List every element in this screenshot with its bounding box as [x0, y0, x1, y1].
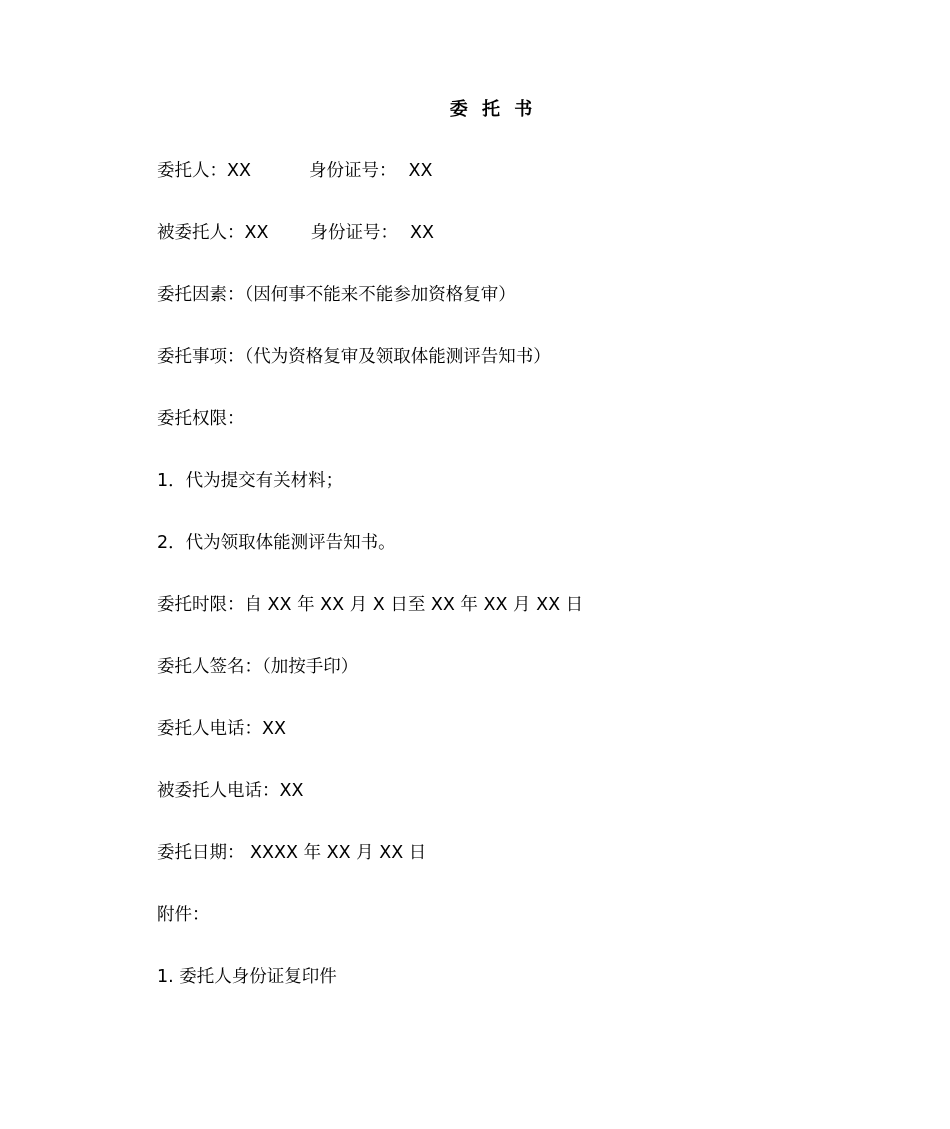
authority-item: 2．代为领取体能测评告知书。	[157, 533, 396, 553]
period-line: 委托时限：自 XX 年 XX 月 X 日至 XX 年 XX 月 XX 日	[157, 595, 584, 615]
document-title: 委 托 书	[449, 99, 537, 120]
authority-heading: 委托权限：	[157, 409, 245, 429]
date-line: 委托日期： XXXX 年 XX 月 XX 日	[157, 843, 427, 863]
principal-label: 委托人：XX	[157, 161, 251, 181]
agent-line	[157, 220, 434, 246]
reason-line: 委托因素：（因何事不能来不能参加资格复审）	[157, 285, 516, 305]
principal-phone-line: 委托人电话：XX	[157, 719, 286, 739]
attachments-heading: 附件：	[157, 905, 210, 925]
agent-id-value: XX	[409, 223, 434, 243]
agent-label: 被委托人：XX	[157, 223, 269, 243]
matter-line: 委托事项：（代为资格复审及领取体能测评告知书）	[157, 347, 551, 367]
agent-phone-line: 被委托人电话：XX	[157, 781, 304, 801]
principal-line	[157, 158, 432, 184]
agent-id-label: 身份证号：	[310, 223, 398, 243]
principal-id-value: XX	[408, 161, 433, 181]
signature-line: 委托人签名：（加按手印）	[157, 657, 359, 677]
attachment-item: 1. 委托人身份证复印件	[157, 967, 337, 987]
authority-item: 1．代为提交有关材料；	[157, 471, 344, 491]
principal-id-label: 身份证号：	[308, 161, 397, 181]
